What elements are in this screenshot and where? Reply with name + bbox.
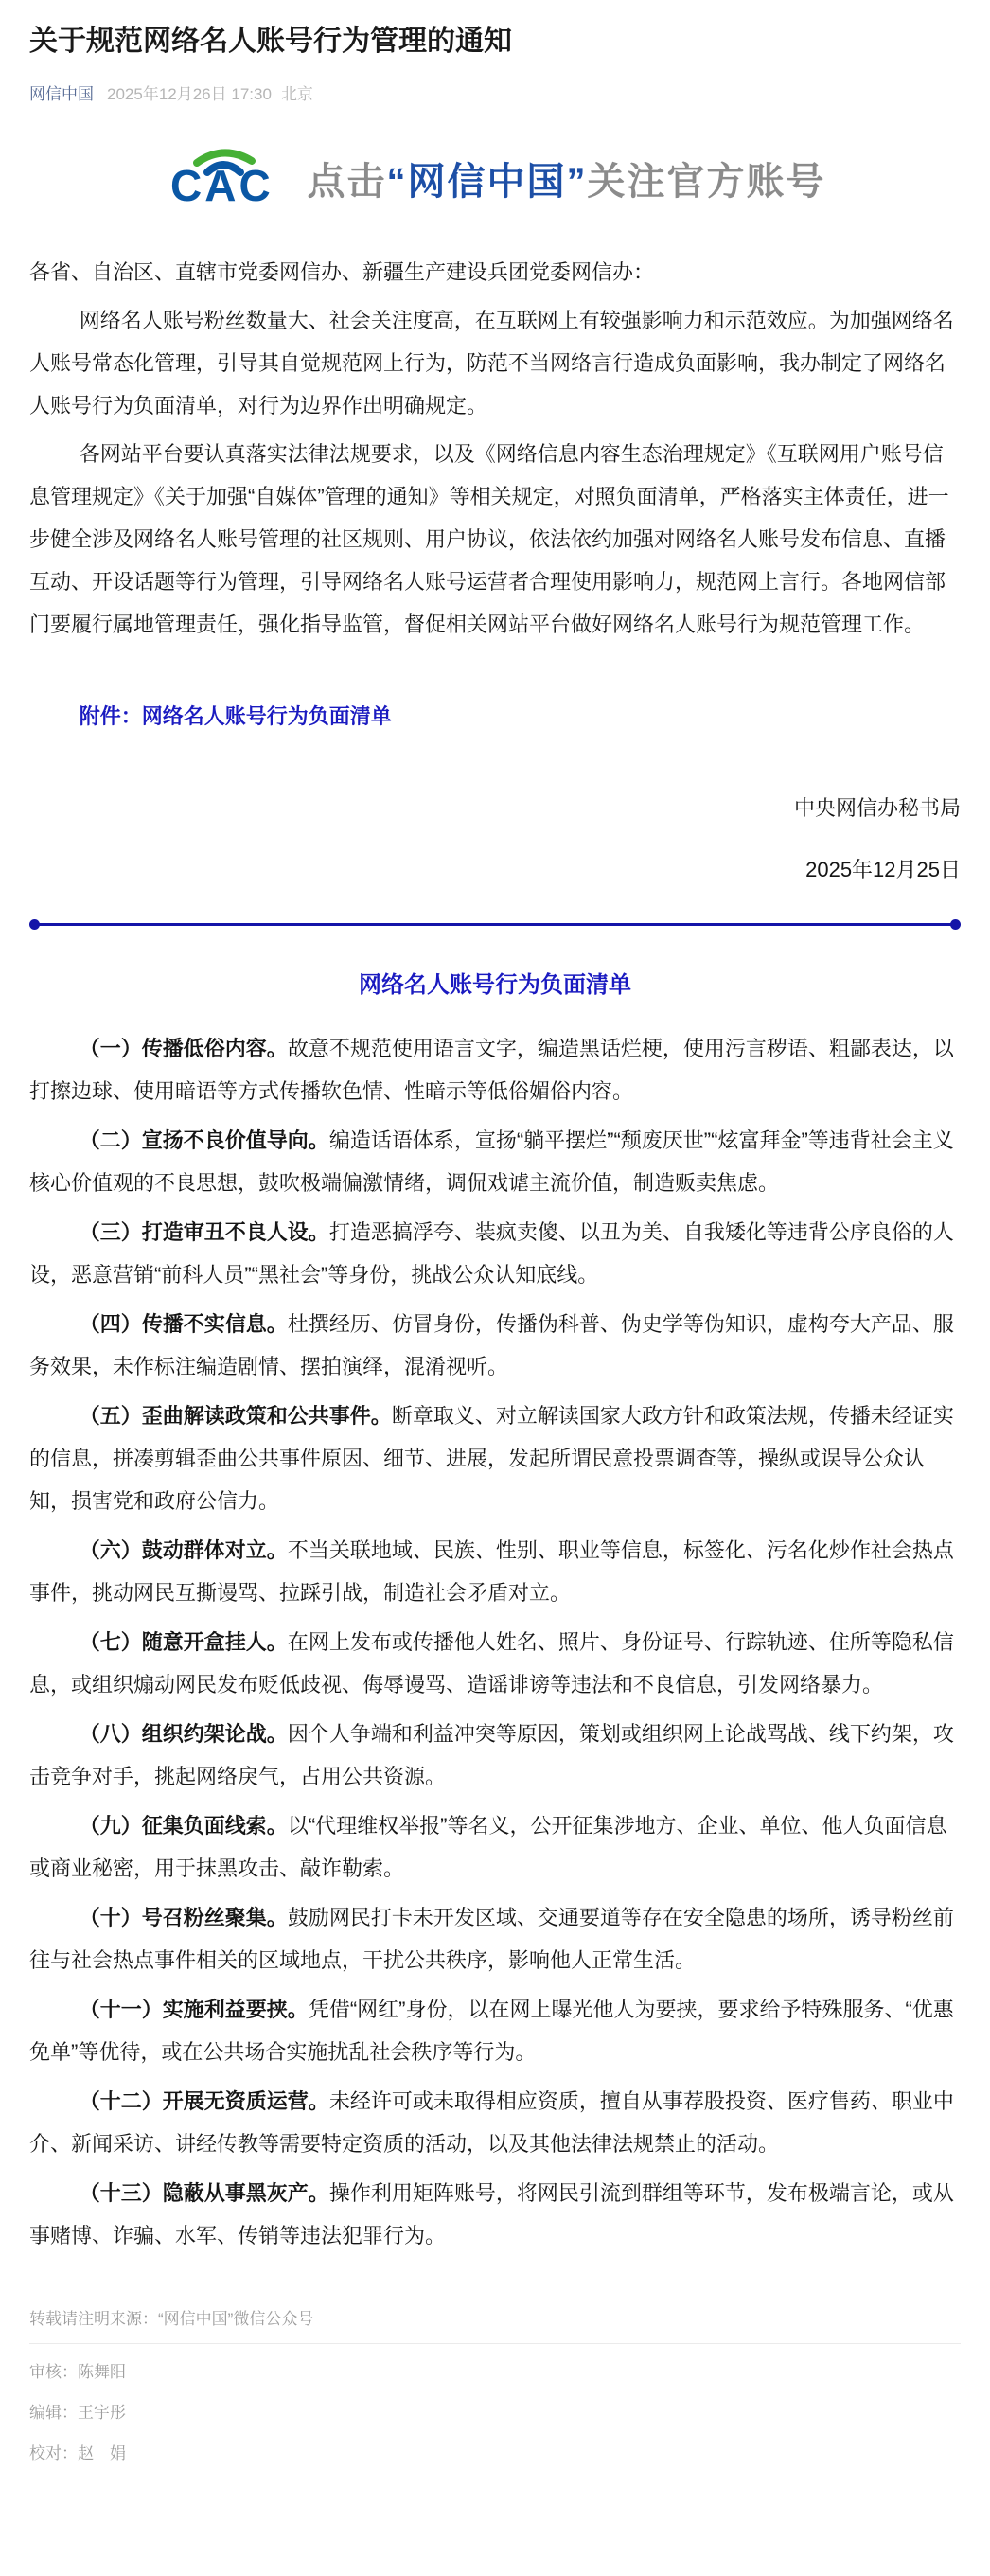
list-item-body: 凭借“网红”身份，以在网上曝光他人为要挟，要求给予特殊服务、“优惠免单”等优待，或在公共场合实施扰乱社会秩序等行为。	[29, 1997, 954, 2064]
list-item-lead: （二）宣扬不良价值导向。	[79, 1128, 329, 1152]
article-footer	[29, 2308, 961, 2465]
list-item	[29, 1027, 961, 1112]
credit-proofreader: 校对：赵 娟	[29, 2443, 126, 2462]
list-item-body: 未经许可或未取得相应资质，擅自从事荐股投资、医疗售药、职业中介、新闻采访、讲经传教等需要特定资质的活动，以及其他法律法规禁止的活动。	[29, 2088, 954, 2156]
list-item	[29, 1119, 961, 1204]
svg-text:CAC: CAC	[169, 160, 274, 210]
credit-editor: 编辑：王宇彤	[29, 2404, 126, 2423]
footer-divider	[29, 2343, 961, 2344]
list-item-lead: （四）传播不实信息。	[79, 1311, 288, 1336]
banner-slogan	[308, 151, 826, 205]
list-item	[29, 2172, 961, 2257]
list-item-body: 以“代理维权举报”等名义，公开征集涉地方、企业、单位、他人负面信息或商业秘密，用于抹黑攻击、敲诈勒索。	[29, 1813, 947, 1880]
publish-location: 北京	[280, 84, 313, 103]
signature-date: 2025年12月25日	[805, 857, 961, 881]
list-item-body: 杜撰经历、仿冒身份，传播伪科普、伪史学等伪知识，虚构夸大产品、服务效果，未作标注编造剧情、摆拍演绎，混淆视听。	[29, 1311, 954, 1378]
list-section-heading: 网络名人账号行为负面清单	[359, 971, 631, 998]
cac-logo-icon	[165, 142, 283, 215]
list-item-lead: （三）打造审丑不良人设。	[79, 1219, 329, 1244]
publish-datetime: 2025年12月26日 17:30	[107, 84, 272, 103]
signature-org: 中央网信办秘书局	[793, 795, 961, 820]
list-item	[29, 1713, 961, 1798]
list-item-body: 因个人争端和利益冲突等原因，策划或组织网上论战骂战、线下约架，攻击竞争对手，挑起网络戾气，占用公共资源。	[29, 1721, 954, 1788]
list-item	[29, 1621, 961, 1706]
credit-reviewer: 审核：陈舞阳	[29, 2363, 126, 2382]
author-link[interactable]: 网信中国	[29, 84, 94, 103]
banner-click-text: 点击	[307, 160, 387, 203]
page-title: 关于规范网络名人账号行为管理的通知	[29, 26, 512, 57]
signature-block	[29, 787, 961, 891]
list-item	[29, 1395, 961, 1522]
list-item	[29, 1529, 961, 1614]
list-item-body: 不当关联地域、民族、性别、职业等信息，标签化、污名化炒作社会热点事件，挑动网民互撕谩骂、拉踩引战，制造社会矛盾对立。	[29, 1537, 954, 1605]
banner-follow-text: 关注官方账号	[587, 160, 826, 203]
list-item-lead: （八）组织约架论战。	[79, 1721, 288, 1746]
banner-brand-text: “网信中国”	[386, 160, 588, 203]
article-meta	[29, 80, 961, 104]
list-item-lead: （七）随意开盒挂人。	[79, 1629, 288, 1654]
list-item	[29, 1303, 961, 1388]
list-item	[29, 1211, 961, 1296]
list-item-body: 断章取义、对立解读国家大政方针和政策法规，传播未经证实的信息，拼凑剪辑歪曲公共事件原因、细节、进展，发起所谓民意投票调查等，操纵或误导公众认知，损害党和政府公信力。	[29, 1403, 954, 1513]
list-item-lead: （十）号召粉丝聚集。	[79, 1905, 288, 1929]
follow-banner[interactable]	[29, 142, 961, 215]
salutation: 各省、自治区、直辖市党委网信办、新疆生产建设兵团党委网信办：	[29, 259, 655, 284]
list-item-lead: （五）歪曲解读政策和公共事件。	[79, 1403, 392, 1428]
list-item-body: 编造话语体系，宣扬“躺平摆烂”“颓废厌世”“炫富拜金”等违背社会主义核心价值观的不良思想，鼓吹极端偏激情绪，调侃戏谑主流价值，制造贩卖焦虑。	[29, 1128, 954, 1195]
notice-paragraph: 各网站平台要认真落实法律法规要求，以及《网络信息内容生态治理规定》《互联网用户账号信息管理规定》《关于加强“自媒体”管理的通知》等相关规定，对照负面清单，严格落实主体责任，进一步健全涉及网络名人账号管理的社区规则、用户协议，依法依约加强对网络名人账号发布信息、直播互动、开设话题等行为管理，引导网络名人账号运营者合理使用影响力，规范网上言行。各地网信部门要履行属地管理责任，强化指导监管，督促相关网站平台做好网络名人账号行为规范管理工作。	[29, 441, 949, 636]
list-item	[29, 1896, 961, 1981]
list-item	[29, 2080, 961, 2165]
negative-list	[29, 1027, 961, 2257]
list-item-lead: （十一）实施利益要挟。	[79, 1997, 309, 2021]
list-item-body: 鼓励网民打卡未开发区域、交通要道等存在安全隐患的场所，诱导粉丝前往与社会热点事件相关的区域地点，干扰公共秩序，影响他人正常生活。	[29, 1905, 954, 1972]
notice-body	[29, 251, 961, 646]
list-item-lead: （十三）隐蔽从事黑灰产。	[79, 2180, 329, 2205]
notice-paragraph: 网络名人账号粉丝数量大、社会关注度高，在互联网上有较强影响力和示范效应。为加强网络名人账号常态化管理，引导其自觉规范网上行为，防范不当网络言行造成负面影响，我办制定了网络名人账号行为负面清单，对行为边界作出明确规定。	[29, 308, 954, 417]
list-item	[29, 1804, 961, 1890]
list-item-lead: （一）传播低俗内容。	[79, 1036, 288, 1060]
section-divider	[30, 923, 960, 926]
reprint-source: 转载请注明来源：“网信中国”微信公众号	[29, 2309, 314, 2328]
list-item-lead: （十二）开展无资质运营。	[79, 2088, 329, 2113]
attachment-line: 附件：网络名人账号行为负面清单	[79, 703, 392, 728]
list-item-lead: （九）征集负面线索。	[79, 1813, 288, 1838]
list-item-lead: （六）鼓动群体对立。	[79, 1537, 288, 1562]
list-item-body: 在网上发布或传播他人姓名、照片、身份证号、行踪轨迹、住所等隐私信息，或组织煽动网民发布贬低歧视、侮辱谩骂、造谣诽谤等违法和不良信息，引发网络暴力。	[29, 1629, 954, 1697]
list-item-body: 操作利用矩阵账号，将网民引流到群组等环节，发布极端言论，或从事赌博、诈骗、水军、传销等违法犯罪行为。	[29, 2180, 954, 2247]
list-item-body: 打造恶搞浮夸、装疯卖傻、以丑为美、自我矮化等违背公序良俗的人设，恶意营销“前科人员”“黑社会”等身份，挑战公众认知底线。	[29, 1219, 954, 1287]
list-item	[29, 1988, 961, 2073]
list-item-body: 故意不规范使用语言文字，编造黑话烂梗，使用污言秽语、粗鄙表达，以打擦边球、使用暗语等方式传播软色情、性暗示等低俗媚俗内容。	[29, 1036, 954, 1103]
